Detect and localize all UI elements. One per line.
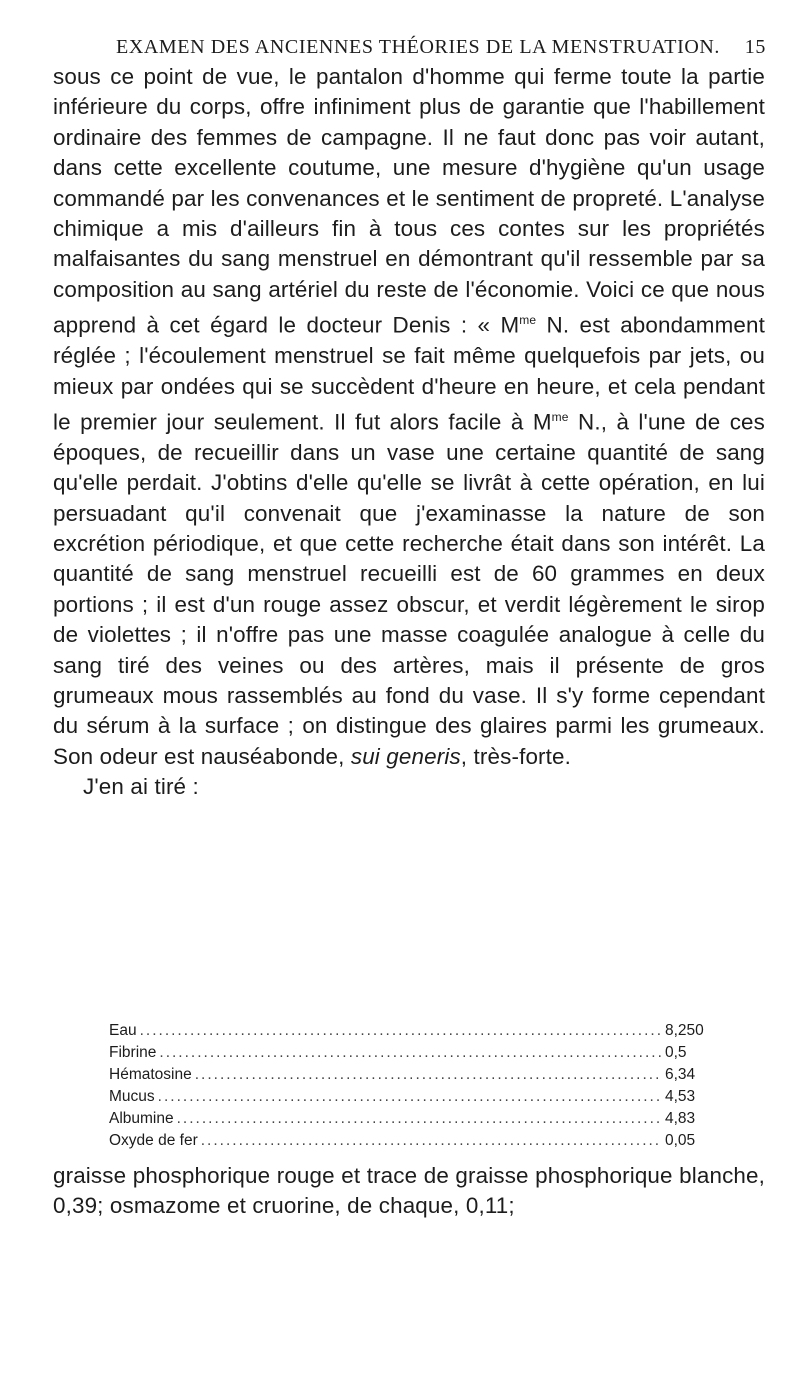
running-title: EXAMEN DES ANCIENNES THÉORIES DE LA MENSTRUATION.: [116, 36, 721, 58]
table-row: Eau ..... 8,250: [109, 1020, 709, 1042]
table-row: Hématosine ..... 6,34: [109, 1064, 709, 1086]
superscript: me: [551, 409, 569, 424]
superscript: me: [519, 313, 537, 328]
paragraph-1: sous ce point de vue, le pantalon d'homme qui ferme toute la partie inférieure du corps, offre infiniment plus de garantie que l'habillement ordinaire des femmes de campagne. Il ne faut donc pas voir autant, dans cette excellente coutume, une mesure d'hygiène qu'un usage commandé par les convenances et le sentiment de propreté. L'analyse chimique a mis d'ailleurs fin à tous ces contes sur les propriétés malfaisantes du sang menstruel en démontrant qu'il ressemble par sa composition au sang artériel du reste de l'économie. Voici ce que nous apprend à cet égard le docteur Denis : « $M^{me}$ N. est abondamment réglée ; l'écoulement menstruel se fait même quelquefois par jets, ou mieux par ondées qui se succèdent d'heure en heure, et cela pendant le premier jour seulement. Il fut alors facile à $M^{me}$ N., à l'une de ces époques, de recueillir dans un vase une certaine quantité de sang qu'elle perdait. J'obtins d'elle qu'elle se livrât à cette opération, en lui persuadant qu'il convenait que j'examinasse la nature de son excrétion périodique, et que cette recherche était dans son intérêt. La quantité de sang menstruel recueilli est de 60 grammes en deux portions ; il est d'un rouge assez obscur, et verdit légèrement le sirop de violettes ; il n'offre pas une masse coagulée analogue à celle du sang tiré des veines ou des artères, mais il présente de gros grumeaux mous rassemblés au fond du vase. Il s'y forme cependant du sérum à la surface ; on distingue des glaires parmi les grumeaux. Son odeur est nauséabonde, sui generis, très-forte.: [53, 64, 766, 769]
table-row: Oxyde de fer ..... 0,05: [109, 1130, 709, 1152]
page-number: 15: [744, 36, 766, 58]
continuation-text: [53, 1161, 765, 1222]
paragraph-3: graisse phosphorique rouge et trace de graisse phosphorique blanche, 0,39; osmazome et cruorine, de chaque, 0,11;: [53, 1163, 765, 1219]
table-row: Fibrine ..... 0,5: [109, 1042, 709, 1064]
table-row: Albumine ..... 4,83: [109, 1108, 709, 1130]
main-text: [53, 62, 765, 803]
running-header: [116, 36, 766, 59]
italic-phrase: sui generis: [350, 743, 461, 769]
analysis-table: [109, 1020, 709, 1152]
table-row: Mucus ..... 4,53: [109, 1086, 709, 1108]
paragraph-2: J'en ai tiré :: [83, 774, 199, 800]
